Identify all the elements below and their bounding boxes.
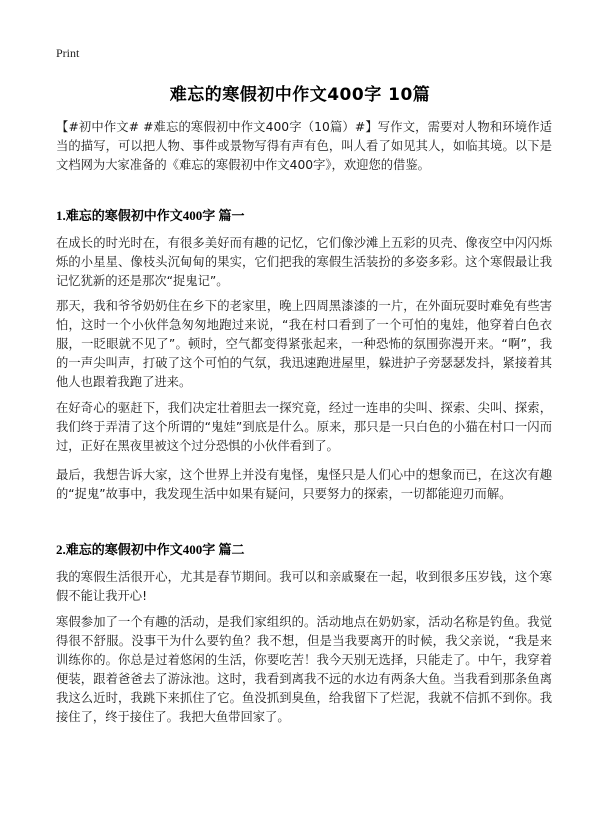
print-label: Print	[56, 46, 80, 60]
paragraph: 在好奇心的驱赶下，我们决定壮着胆去一探究竟，经过一连串的尖叫、探索、尖叫、探索，我们终于弄清了这个所谓的“鬼娃”到底是什么。原来，那只是一只白色的小猫在村口一闪而过，正好在黑夜里被这个过分恐惧的小伙伴看到了。	[56, 401, 552, 453]
section-heading-2: 2.难忘的寒假初中作文400字 篇二	[56, 542, 245, 557]
page-title: 难忘的寒假初中作文400字 10篇	[169, 85, 431, 105]
paragraph: 那天，我和爷爷奶奶住在乡下的老家里，晚上四周黑漆漆的一片，在外面玩耍时难免有些害怕，这时一个小伙伴急匆匆地跑过来说，“我在村口看到了一个可怕的鬼娃，他穿着白色衣服，一眨眼就不见了”。顿时，空气都变得紧张起来，一种恐怖的氛围弥漫开来。“啊”，我的一声尖叫声，打破了这个可怕的气氛，我迅速跑进屋里，躲进护子旁瑟瑟发抖，紧接着其他人也跟着我跑了进来。	[56, 299, 552, 389]
paragraph: 最后，我想告诉大家，这个世界上并没有鬼怪，鬼怪只是人们心中的想象而已，在这次有趣的“捉鬼”故事中，我发现生活中如果有疑问，只要努力的探索，一切都能迎刃而解。	[56, 468, 552, 501]
paragraph: 在成长的时光时在，有很多美好而有趣的记忆，它们像沙滩上五彩的贝壳、像夜空中闪闪烁烁的小星星、像枝头沉甸甸的果实，它们把我的寒假生活装扮的多姿多彩。这个寒假最让我记忆犹新的还是那次“捉鬼记”。	[56, 236, 552, 288]
section-heading-1: 1.难忘的寒假初中作文400字 篇一	[56, 208, 245, 223]
paragraph: 寒假参加了一个有趣的活动，是我们家组织的。活动地点在奶奶家，活动名称是钓鱼。我觉得很不舒服。没事干为什么要钓鱼？我不想，但是当我要离开的时候，我父亲说，“我是来训练你的。你总是过着悠闲的生活，你要吃苦！我今天别无选择，只能走了。中午，我穿着便装，跟着爸爸去了游泳池。这时，我看到离我不远的水边有两条大鱼。当我看到那条鱼离我这么近时，我跳下来抓住了它。鱼没抓到臭鱼，给我留下了烂泥，我就不信抓不到你。我接住了，终于接住了。我把大鱼带回家了。	[56, 615, 552, 724]
intro-paragraph: 【#初中作文# #难忘的寒假初中作文400字（10篇）#】写作文，需要对人物和环境作适当的描写，可以把人物、事件或景物写得有声有色，叫人看了如见其人，如临其境。以下是文档网为大家准备的《难忘的寒假初中作文400字》，欢迎您的借鉴。	[56, 120, 552, 172]
paragraph: 我的寒假生活很开心，尤其是春节期间。我可以和亲戚聚在一起，收到很多压岁钱，这个寒假不能让我开心!	[56, 570, 552, 603]
